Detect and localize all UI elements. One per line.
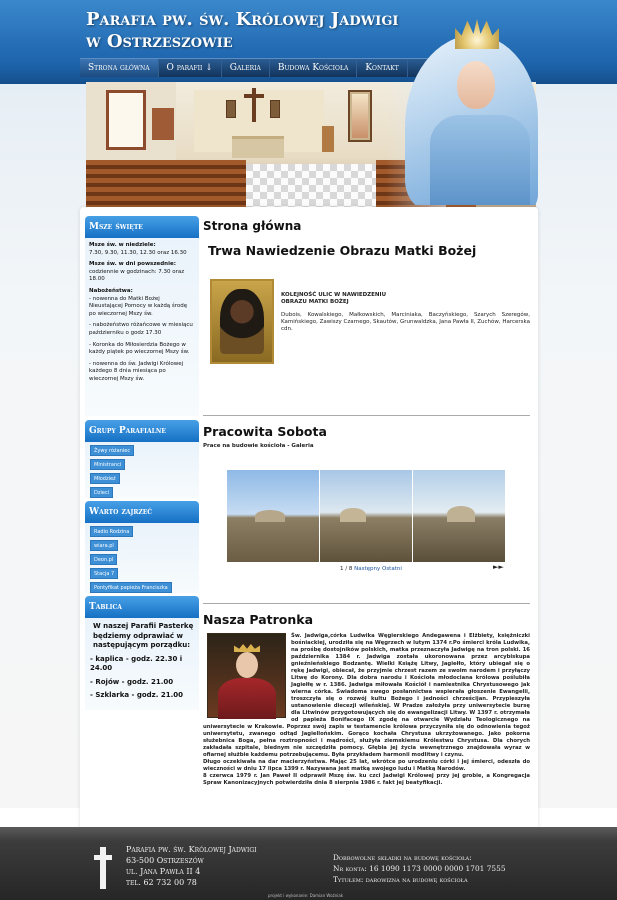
group-link-altar-servers[interactable]: Ministranci (90, 459, 125, 470)
devotion-item: - Koronka do Miłosierdzia Bożego w każdy piątek po wieczornej Mszy św. (89, 341, 190, 356)
haystack-shape (255, 510, 285, 522)
figure-robe (430, 115, 530, 205)
footer (0, 827, 617, 900)
patroness-paragraph: Św. Jadwiga,córka Ludwika Węgierskiego Andegawena i Elżbiety, księżniczki bośniackiej, urodziła się na Węgrzech w lutym 1374 r.Po śmierci króla Ludwika, na prośbę dostojników polskich, matka przeznaczyła Jadwigę na tron polski. 16 października 1384 r. Jadwiga została ukoronowana przez arcybiskupa gnieźnieńskiego Bodzantę. Wielki Książę Litwy, Jagiełło, który ubiegał się o rękę Jadwigi, obiecał, że przyjmie chrzest razem ze swoim narodem i przyłączy Litwę do Korony. Dla dobra narodu i Kościoła młodociana królowa poślubiła Jagiełłę w r. 1386. Jadwiga miłowała Kościół i namiestnika Chrystusowego jak wierna córka. Świadoma swego posłannictwa wspierała głoszenie Ewangelii, troszczyła się o rozwój kultu Bożego i jedności chrześcijan. Przypieszyła ustanowienie diecezji wileńskiej. W Pradze założyła przy uniwersytecie bursę dla Litwinów przygotowujących się do ewangelizacji Litwy. W 1397 r. otrzymała od papieża Bonifacego IX zgodę na otwarcie Wydziału Teologicznego na uniwersytecie w Krakowie. Poprzez swój zapis w testamencie królowa przyczyniła się do odnowienia tegoż uniwersytetu, zwanego odtąd Jagiellońskim. Gorąco kochała Chrystusa ukrzyżowanego. Jako pokorna służebnica Boga, pełna roztropności i mądrości, służyła ziemskiemu Królestwu Chrystusa. Dla chorych zakładała szpitale, biednym nie szczędziła pomocy. Głębia jej życia wewnętrznego znajdowała wyraz w ofiarnej służbie każdemu potrzebującemu. Była przykładem harmonii modlitwy i czynu. (203, 633, 530, 758)
banner-altar (232, 136, 284, 158)
banner-ambo (322, 126, 334, 152)
black-madonna-image (220, 289, 264, 354)
footer-phone: tel. 62 732 00 78 (126, 878, 197, 887)
board-intro: W naszej Parafii Pasterkę będziemy odprawiać w następującym porządku: (93, 622, 194, 649)
footer-address (126, 844, 257, 888)
visitation-subtitle-line2: OBRAZU MATKI BOŻEJ (281, 299, 349, 305)
queen-jadwiga-figure (405, 5, 538, 205)
link-stacja7[interactable]: Stacja 7 (90, 568, 118, 579)
devotion-item: - nowenna do św. Jadwigi Królowej każdego 8 dnia miesiąca po wieczornej Mszy św. (89, 360, 184, 382)
main-navigation (80, 58, 434, 77)
page-title: Strona główna (203, 219, 302, 233)
article-title-saturday[interactable]: Pracowita Sobota (203, 424, 327, 439)
devotion-item: - nowenna do Matki Bożej Nieustającej Pomocy w każdą środę po wieczornej Mszy św. (89, 295, 188, 317)
separator (203, 603, 530, 604)
gallery-pager (340, 566, 402, 573)
nav-item-contact[interactable]: Kontakt (357, 59, 407, 77)
devotions-label: Nabożeństwa: (89, 287, 133, 294)
sidebar-links-box (85, 523, 199, 593)
patroness-paragraph: 8 czerwca 1979 r. Jan Paweł II odprawił Mszę św. ku czci Jadwigi Królowej przy jej grobie, a Kongregacja Spraw Kanonizacyjnych potwierdziła dnia 8 sierpnia 1986 r. fakt jej beatyfikacji. (203, 773, 530, 786)
nav-item-construction[interactable]: Budowa Kościoła (270, 59, 357, 77)
visitation-subtitle (281, 292, 386, 306)
sunday-masses-times: 7.30, 9.30, 11.30, 12.30 oraz 16.30 (89, 249, 187, 256)
haystack-shape (447, 506, 475, 522)
gallery-next-link[interactable]: Następny (354, 566, 381, 572)
link-radio-rodzina[interactable]: Radio Rodzina (90, 526, 133, 537)
banner-pews-left (86, 160, 246, 207)
banner-painting-left (226, 100, 236, 118)
board-line: - Szklarka - godz. 21.00 (90, 691, 183, 699)
nav-item-about[interactable]: O parafii ↓ (159, 59, 222, 77)
icon-painting-frame[interactable] (210, 279, 274, 364)
portrait-face (236, 652, 258, 678)
article-patroness (203, 633, 530, 787)
visitation-streets: Dubois, Kowalskiego, Małkowskich, Marciniaka, Baczyńskiego, Szarych Szeregów, Kamińskiego, Zawiszy Czarnego, Skautów, Grunwaldzka, Jana Pawła II, Zuchów, Harcerska cdn. (281, 312, 530, 332)
sidebar-board-box (85, 618, 199, 710)
sidebar-heading-links: Warto zajrzeć (85, 501, 199, 523)
footer-address-line: Parafia pw. św. Królowej Jadwigi (126, 845, 257, 854)
portrait-crown-icon (234, 644, 260, 652)
sidebar-heading-board: Tablica (85, 596, 199, 618)
gallery-slideshow (203, 470, 530, 600)
group-link-youth[interactable]: Młodzież (90, 473, 120, 484)
sidebar-groups-box (85, 442, 199, 498)
queen-jadwiga-portrait[interactable] (207, 633, 286, 718)
separator (203, 415, 530, 416)
gallery-photo[interactable] (320, 470, 412, 562)
banner-checkered-floor (246, 164, 376, 207)
banner-window (106, 90, 146, 150)
link-wiara[interactable]: wiara.pl (90, 540, 118, 551)
article-title-patroness[interactable]: Nasza Patronka (203, 612, 314, 627)
footer-address-line: 63-500 Ostrzeszów (126, 856, 204, 865)
haystack-shape (340, 508, 366, 522)
footer-credit: projekt i wykonanie: Damian Woźniak (268, 893, 344, 898)
gallery-last-link[interactable]: Ostatni (381, 566, 402, 572)
site-title-line1: Parafia pw. św. Królowej Jadwigi (86, 9, 399, 30)
nav-item-gallery[interactable]: Galeria (222, 59, 270, 77)
banner-painting-right (270, 100, 280, 118)
sunday-masses-label: Msze św. w niedziele: (89, 242, 156, 248)
gallery-photo[interactable] (413, 470, 505, 562)
saturday-subtitle: Prace na budowie kościoła - Galeria (203, 443, 314, 449)
footer-cross-bar (94, 855, 112, 860)
site-title-line2: w Ostrzeszowie (86, 31, 233, 52)
sidebar-heading-masses: Msze święte (85, 216, 199, 238)
banner-divine-mercy-image (352, 94, 368, 138)
board-line: - kaplica - godz. 22.30 i 24.00 (90, 654, 183, 672)
link-pope-francis[interactable]: Pontyfikat papieża Franciszka (90, 582, 172, 593)
article-title-visitation[interactable]: Trwa Nawiedzenie Obrazu Matki Bożej (208, 243, 477, 258)
footer-donation-line: Dobrowolne składki na budowę kościoła: (333, 853, 472, 862)
crucifix-bar (244, 94, 264, 98)
footer-cross-icon (100, 847, 106, 889)
link-deon[interactable]: Deon.pl (90, 554, 117, 565)
group-link-children[interactable]: Dzieci (90, 487, 113, 498)
sidebar-heading-groups: Grupy Parafialne (85, 420, 199, 442)
sidebar-masses-box (85, 238, 199, 416)
patroness-paragraph: Długo oczekiwała na dar macierzyństwa. Mając 25 lat, wkrótce po urodzeniu córki i jej śmierci, odeszła do wieczności w dniu 17 lipca 1399 r. Nazywana jest matką swojego ludu i Matką Narodów. (203, 759, 530, 772)
weekday-masses-label: Msze św. w dni powszednie: (89, 261, 176, 268)
group-link-rosary[interactable]: Żywy różaniec (90, 445, 134, 456)
footer-donations (333, 852, 506, 885)
banner-door (152, 108, 174, 140)
board-line: - Rojów - godz. 21.00 (90, 677, 174, 686)
footer-bank-account: Nr konta: 16 1090 1173 0000 0000 1701 7555 (333, 864, 506, 873)
gallery-photo[interactable] (227, 470, 319, 562)
figure-face (457, 61, 495, 109)
portrait-robe (218, 678, 276, 719)
visitation-subtitle-line1: KOLEJNOŚĆ ULIC W NAWIEDZENIU (281, 292, 387, 298)
footer-address-line: ul. Jana Pawła II 4 (126, 867, 201, 876)
article-visitation (203, 266, 530, 391)
gallery-next-arrows-icon[interactable]: ►► (493, 563, 504, 571)
crown-icon (455, 19, 499, 49)
gallery-counter: 1 / 8 (340, 566, 353, 572)
site-title[interactable] (86, 9, 399, 53)
weekday-masses-times: codziennie w godzinach: 7.30 oraz 18.00 (89, 268, 185, 283)
devotion-item: - nabożeństwo różańcowe w miesiącu październiku o godz 17.30 (89, 322, 193, 336)
main-column (203, 219, 530, 787)
footer-donation-line: Tytułem: darowizna na budowę kościoła (333, 875, 468, 884)
nav-item-home[interactable]: Strona główna (80, 59, 159, 77)
